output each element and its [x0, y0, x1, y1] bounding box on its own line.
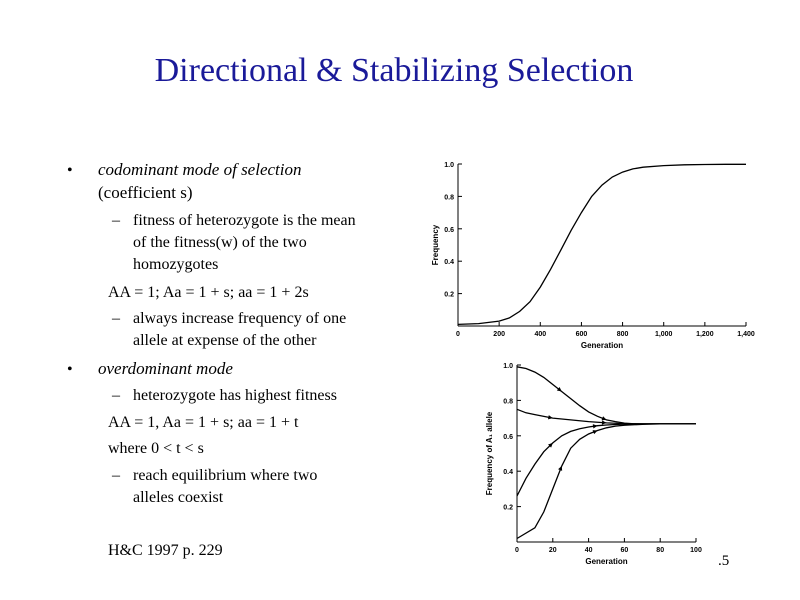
y-tick-label: 0.6 — [444, 226, 454, 234]
bullet-1-line-2: (coefficient s) — [98, 183, 193, 202]
x-tick-label: 0 — [456, 331, 460, 338]
x-axis-label: Generation — [585, 557, 628, 566]
bullet-1-line-1: codominant mode of selection — [98, 160, 302, 179]
y-tick-label: 1.0 — [503, 363, 513, 370]
y-axis-label: Frequency — [431, 224, 440, 266]
x-axis-label: Generation — [580, 341, 624, 350]
y-tick-label: 0.6 — [503, 433, 513, 441]
sub-2-2-line-1: AA = 1, Aa = 1 + s; aa = 1 + t — [108, 414, 299, 431]
arrowhead-icon — [602, 420, 607, 424]
x-tick-label: 1,200 — [696, 331, 714, 338]
series-line-4 — [517, 424, 696, 539]
series-line-3 — [517, 424, 696, 496]
sub-1-1-line-2: of the fitness(w) of the two — [133, 234, 307, 251]
x-tick-label: 1,400 — [737, 331, 755, 338]
y-tick-label: 0.8 — [503, 398, 513, 406]
bullet-2-line-1: overdominant mode — [98, 359, 233, 378]
x-tick-label: 600 — [575, 331, 588, 338]
y-axis-label: Frequency of A₁ allele — [485, 411, 494, 496]
dash-icon: – — [112, 467, 120, 484]
x-tick-label: 80 — [656, 547, 665, 554]
series-line-1 — [517, 367, 696, 424]
x-tick-label: 20 — [548, 547, 557, 554]
sub-2-4-line-2: alleles coexist — [133, 489, 224, 506]
x-tick-label: 40 — [584, 547, 593, 554]
sub-1-1-line-1: fitness of heterozygote is the mean — [133, 212, 356, 229]
series-line-2 — [517, 409, 696, 424]
x-tick-label: 200 — [493, 331, 505, 338]
x-tick-label: 800 — [616, 331, 629, 338]
sub-1-2-line-1: AA = 1; Aa = 1 + s; aa = 1 + 2s — [108, 284, 309, 301]
arrowhead-icon — [548, 415, 553, 419]
y-tick-label: 0.4 — [503, 469, 513, 477]
y-tick-label: 0.2 — [503, 504, 513, 512]
sub-1-3-line-1: always increase frequency of one — [133, 310, 347, 327]
x-tick-label: 60 — [620, 547, 629, 554]
bullet-icon: • — [67, 162, 73, 179]
directional-selection-chart — [418, 150, 763, 355]
y-tick-label: 0.8 — [444, 194, 454, 202]
sub-2-1-line-1: heterozygote has highest fitness — [133, 387, 337, 404]
stabilizing-selection-chart — [480, 355, 710, 575]
slide-number: .5 — [718, 553, 730, 569]
bullet-icon: • — [67, 361, 73, 378]
x-tick-label: 1,000 — [654, 331, 673, 338]
sub-1-3-line-2: allele at expense of the other — [133, 332, 317, 349]
y-tick-label: 0.4 — [444, 259, 454, 267]
x-tick-label: 0 — [515, 547, 519, 554]
dash-icon: – — [112, 387, 120, 404]
dash-icon: – — [112, 310, 120, 327]
x-tick-label: 100 — [690, 547, 702, 554]
slide-title: Directional & Stabilizing Selection — [154, 52, 634, 89]
y-tick-label: 0.2 — [444, 291, 454, 299]
dash-icon: – — [112, 212, 120, 229]
sub-2-4-line-1: reach equilibrium where two — [133, 467, 318, 484]
y-tick-label: 1.0 — [444, 162, 454, 169]
series-line-1 — [458, 164, 746, 324]
x-tick-label: 400 — [534, 331, 547, 338]
citation: H&C 1997 p. 229 — [108, 542, 223, 559]
sub-2-3-line-1: where 0 < t < s — [108, 440, 204, 457]
sub-1-1-line-3: homozygotes — [133, 256, 219, 273]
